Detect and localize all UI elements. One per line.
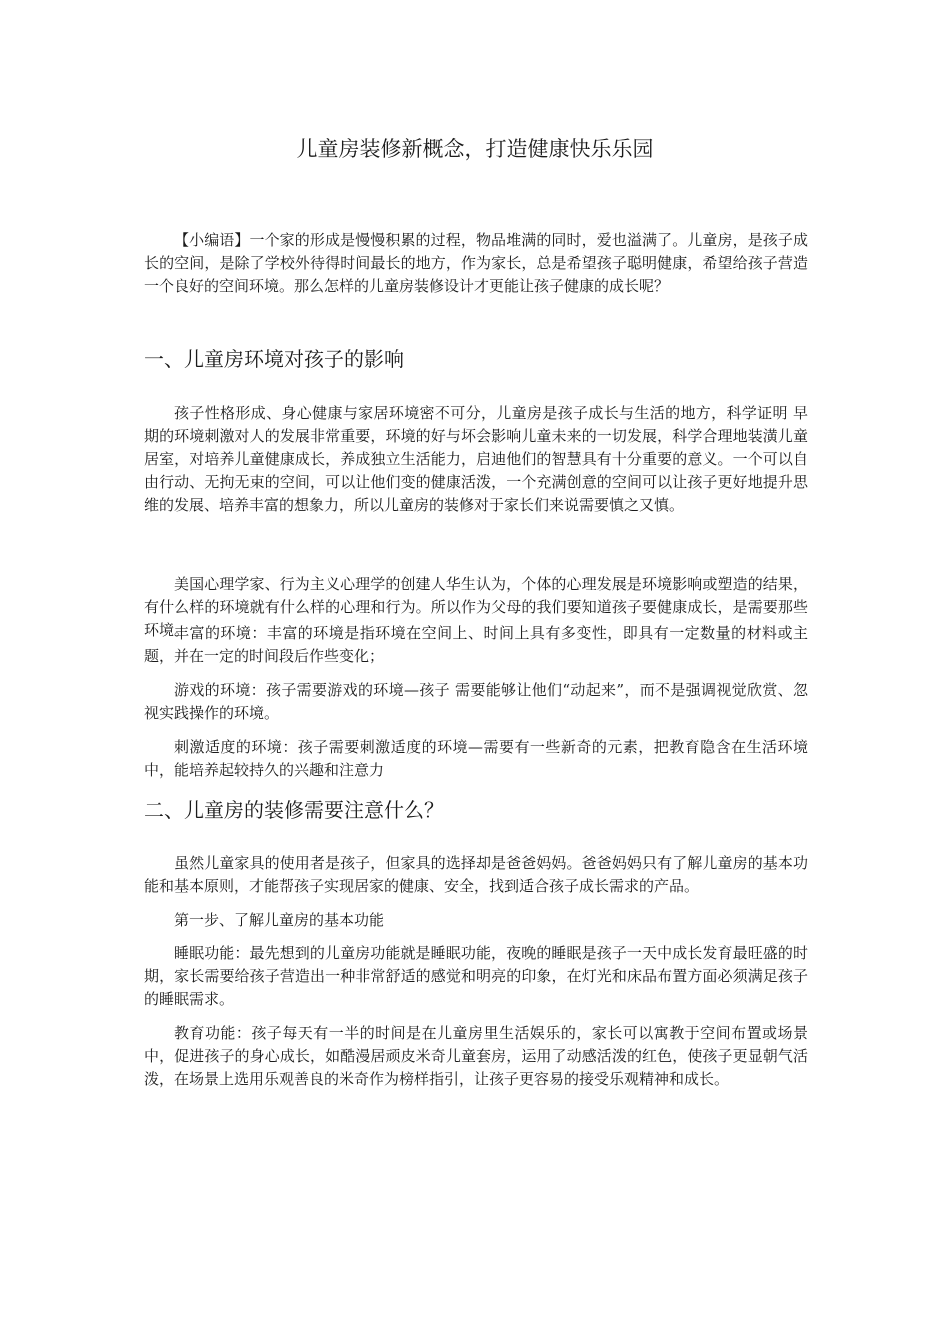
section1-paragraph: 刺激适度的环境：孩子需要刺激适度的环境—需要有一些新奇的元素，把教育隐含在生活环境中，能培养起较持久的兴趣和注意力: [144, 738, 808, 779]
section2-p3-block: [144, 942, 808, 1011]
section1-heading-block: [144, 345, 808, 373]
section2-p1-block: [144, 852, 808, 898]
section1-p5-block: [144, 736, 808, 782]
section1-paragraph: 孩子性格形成、身心健康与家居环境密不可分，儿童房是孩子成长与生活的地方，科学证明 早期的环境刺激对人的发展非常重要，环境的好与坏会影响儿童未来的一切发展，科学合理地装潢儿童居室，对培养儿童健康成长，养成独立生活能力，启迪他们的智慧具有十分重要的意义。一个可以自由行动、无拘无束的空间，可以让他们变的健康活泼，一个充满创意的空间可以让孩子更好地提升思维的发展、培养丰富的想象力，所以儿童房的装修对于家长们来说需要慎之又慎。: [144, 404, 808, 514]
intro-paragraph: 【小编语】一个家的形成是慢慢积累的过程，物品堆满的同时，爱也溢满了。儿童房，是孩子成长的空间，是除了学校外待得时间最长的地方，作为家长，总是希望孩子聪明健康，希望给孩子营造一个良好的空间环境。那么怎样的儿童房装修设计才更能让孩子健康的成长呢？: [144, 231, 808, 295]
section1-p4-block: [144, 679, 808, 725]
section2-paragraph: 睡眠功能：最先想到的儿童房功能就是睡眠功能，夜晚的睡眠是孩子一天中成长发育最旺盛的时期，家长需要给孩子营造出一种非常舒适的感觉和明亮的印象，在灯光和床品布置方面必须满足孩子的睡眠需求。: [144, 944, 808, 1008]
section2-paragraph: 虽然儿童家具的使用者是孩子，但家具的选择却是爸爸妈妈。爸爸妈妈只有了解儿童房的基本功能和基本原则，才能帮孩子实现居家的健康、安全，找到适合孩子成长需求的产品。: [144, 854, 808, 895]
section2-paragraph: 教育功能：孩子每天有一半的时间是在儿童房里生活娱乐的，家长可以寓教于空间布置或场景中，促进孩子的身心成长，如酷漫居顽皮米奇儿童套房，运用了动感活泼的红色，使孩子更显朝气活泼，在场景上选用乐观善良的米奇作为榜样指引，让孩子更容易的接受乐观精神和成长。: [144, 1024, 808, 1088]
section1-paragraph: 丰富的环境：丰富的环境是指环境在空间上、时间上具有多变性，即具有一定数量的材料或主题，并在一定的时间段后作些变化；: [144, 624, 808, 665]
section2-p4-block: [144, 1022, 808, 1091]
section2-heading: 二、儿童房的装修需要注意什么？: [144, 798, 444, 822]
section2-heading-block: [144, 796, 808, 824]
section1-heading: 一、儿童房环境对孩子的影响: [144, 347, 404, 371]
intro-block: [144, 229, 808, 298]
section2-subheading-block: [144, 909, 808, 932]
section1-paragraph: 游戏的环境：孩子需要游戏的环境—孩子 需要能够让他们“动起来”，而不是强调视觉欣赏、忽视实践操作的环境。: [144, 681, 808, 722]
section1-p1-block: [144, 402, 808, 517]
document-title: 儿童房装修新概念，打造健康快乐乐园: [296, 137, 654, 161]
section2-step-heading: 第一步、了解儿童房的基本功能: [174, 911, 385, 929]
section1-p3-block: [144, 622, 808, 668]
section1-paragraph: 美国心理学家、行为主义心理学的创建人华生认为，个体的心理发展是环境影响或塑造的结果，有什么样的环境就有什么样的心理和行为。所以作为父母的我们要知道孩子要健康成长，是需要那些环境。: [144, 575, 808, 639]
